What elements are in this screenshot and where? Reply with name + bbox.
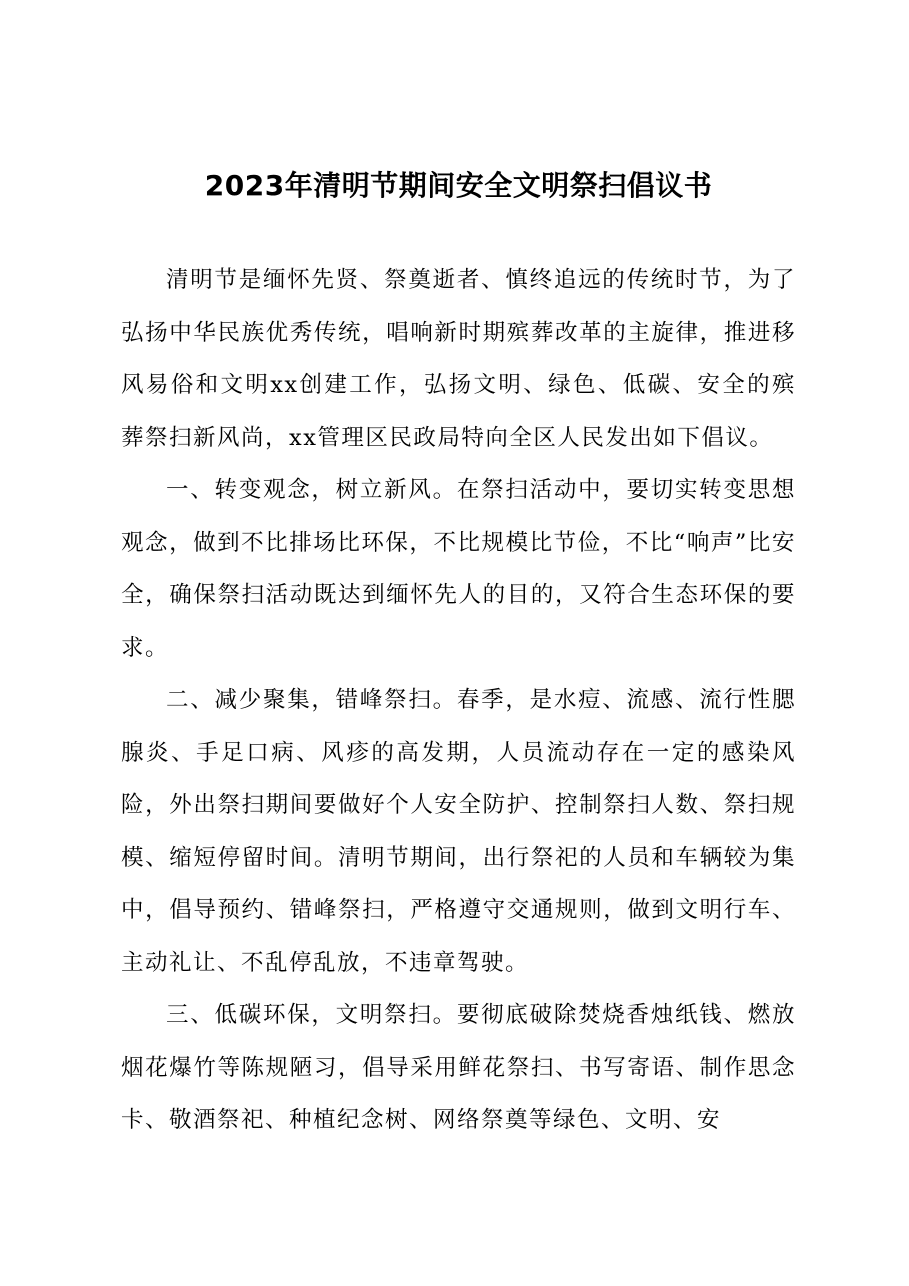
paragraph-point-1: 一、转变观念，树立新风。在祭扫活动中，要切实转变思想观念，做到不比排场比环保，不比规模比节俭，不比“响声”比安全，确保祭扫活动既达到缅怀先人的目的，又符合生态环保的要求。 [121, 477, 796, 661]
document-body [121, 254, 796, 1147]
paragraph-point-2: 二、减少聚集，错峰祭扫。春季，是水痘、流感、流行性腮腺炎、手足口病、风疹的高发期，人员流动存在一定的感染风险，外出祭扫期间要做好个人安全防护、控制祭扫人数、祭扫规模、缩短停留时间。清明节期间，出行祭祀的人员和车辆较为集中，倡导预约、错峰祭扫，严格遵守交通规则，做到文明行车、主动礼让、不乱停乱放，不违章驾驶。 [121, 687, 796, 976]
paragraph-intro: 清明节是缅怀先贤、祭奠逝者、慎终追远的传统时节，为了弘扬中华民族优秀传统，唱响新时期殡葬改革的主旋律，推进移风易俗和文明xx创建工作，弘扬文明、绿色、低碳、安全的殡葬祭扫新风尚，xx管理区民政局特向全区人民发出如下倡议。 [121, 267, 796, 451]
paragraph-point-3: 三、低碳环保，文明祭扫。要彻底破除焚烧香烛纸钱、燃放烟花爆竹等陈规陋习，倡导采用鲜花祭扫、书写寄语、制作思念卡、敬酒祭祀、种植纪念树、网络祭奠等绿色、文明、安 [121, 1002, 796, 1133]
document-page [121, 160, 796, 1147]
document-title: 2023年清明节期间安全文明祭扫倡议书 [204, 169, 713, 202]
